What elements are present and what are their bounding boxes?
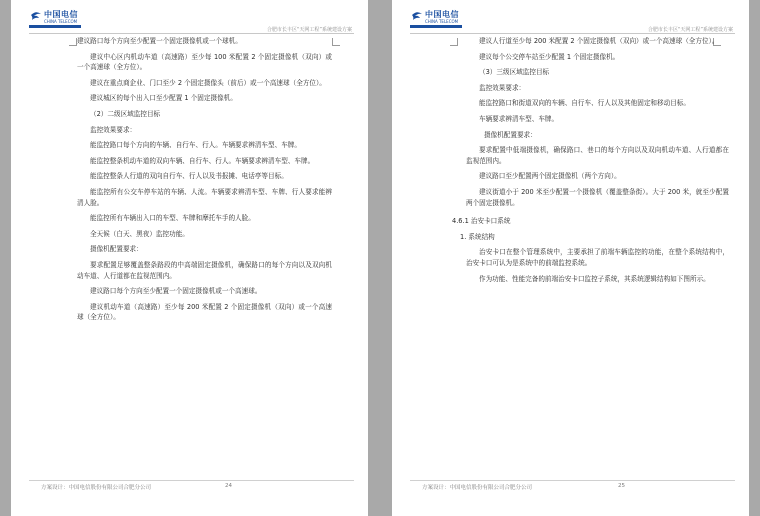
paragraph: 建议人行道至少每 200 米配置 2 个固定摄像机（双向）或一个高速球（全方位）。 [479, 37, 719, 45]
margin-corner-mark [332, 38, 340, 46]
paragraph: 建议路口每个方向至少配置一个固定摄像机或一个高速球。 [90, 287, 262, 296]
paragraph: 全天候（白天、黑夜）监控功能。 [90, 229, 189, 238]
paragraph: 能监控所有车辆出入口的车型、车牌和摩托车手的人脸。 [90, 214, 255, 223]
paragraph: 监控效果要求： [479, 83, 526, 92]
page-body [77, 36, 332, 328]
footer-divider [29, 480, 354, 481]
section-heading: 4.6.1 治安卡口系统 [452, 217, 511, 226]
page-number: 25 [618, 483, 625, 489]
paragraph: 能监控整条人行道的双向自行车、行人以及书报摊、电话亭等目标。 [90, 172, 288, 181]
paragraph: 能监控整条机动车道的双向车辆、自行车、行人。车辆要求辨清车型、车牌。 [90, 156, 315, 165]
header-doc-title: 合肥市长丰区“天网工程”系统建设方案 [647, 27, 733, 33]
paragraph: 摄像机配置要求： [484, 130, 537, 139]
paragraph: 建议中心区内机动车道（高速路）至少每 100 米配置 2 个固定摄像机（双向）或一个高速球（全方位）。 [77, 52, 332, 72]
paragraph: 能监控所有公交车停车站的车辆、人流。车辆要求辨清车型、车牌、行人要求能辨清人脸。 [77, 187, 332, 207]
section-heading: （2）二级区域监控目标 [90, 109, 161, 118]
header-divider [410, 33, 735, 34]
paragraph: 建议机动车道（高速路）至少每 200 米配置 2 个固定摄像机（双向）或一个高速球（全方位）。 [77, 302, 332, 322]
telecom-swirl-icon [29, 9, 43, 23]
document-page-24 [11, 0, 368, 516]
paragraph: 作为功能、性能完备的前端治安卡口监控子系统，其系统逻辑结构如下图所示。 [479, 274, 710, 283]
subsection-heading: 1. 系统结构 [460, 232, 495, 241]
logo-cn-text: 中国电信 [44, 10, 78, 19]
paragraph: 要求配置足够覆盖整条路段的中高端固定摄像机，确保路口的每个方向以及双向机动车道、人行道都在监视范围内。 [77, 260, 332, 280]
paragraph: 建议路口每个方向至少配置一个固定摄像机或一个球机。 [77, 37, 242, 45]
paragraph: 建议街道小于 200 米至少配置一个摄像机（覆盖整条街）。大于 200 米，就至少配置两个固定摄像机。 [466, 187, 729, 207]
document-page-25 [392, 0, 749, 516]
page-number: 24 [225, 483, 232, 489]
header-divider [29, 33, 354, 34]
logo-en-text: CHINA TELECOM [44, 19, 78, 24]
header-doc-title: 合肥市长丰区“天网工程”系统建设方案 [266, 27, 352, 33]
paragraph: 治安卡口在整个管理系统中，主要承担了前端车辆监控的功能，在整个系统结构中，治安卡口可认为是系统中的前端监控系统。 [466, 248, 729, 267]
footer-divider [410, 480, 735, 481]
paragraph: 能监控路口每个方向的车辆、自行车、行人。车辆要求辨清车型、车牌。 [90, 141, 301, 150]
telecom-swirl-icon [410, 9, 424, 23]
paragraph: 监控效果要求： [90, 125, 137, 134]
china-telecom-logo [410, 9, 466, 31]
logo-en-text: CHINA TELECOM [425, 19, 459, 24]
paragraph: 要求配置中低端摄像机，确保路口、巷口的每个方向以及双向机动车道、人行道都在监视范围内。 [466, 146, 729, 165]
china-telecom-logo [29, 9, 85, 31]
footer-company: 方案设计：中国电信股份有限公司合肥分公司 [422, 485, 533, 491]
page-body [452, 36, 729, 289]
footer-company: 方案设计：中国电信股份有限公司合肥分公司 [41, 485, 152, 491]
margin-corner-mark [450, 38, 458, 46]
section-heading: （3）三级区域监控目标 [479, 68, 550, 77]
paragraph: 建议城区的每个出入口至少配置 1 个固定摄像机。 [90, 94, 237, 103]
logo-bar [410, 25, 462, 28]
margin-corner-mark [69, 38, 77, 46]
paragraph: 建议在重点商企业、门口至少 2 个固定摄像头（前后）或一个高速球（全方位）。 [90, 78, 326, 87]
paragraph: 能监控路口和街道双向的车辆、自行车、行人以及其他固定和移动目标。 [479, 99, 690, 108]
logo-cn-text: 中国电信 [425, 10, 459, 19]
paragraph: 车辆要求辨清车型、车牌。 [479, 114, 559, 123]
paragraph: 建议每个公交停车站至少配置 1 个固定摄像机。 [479, 52, 620, 61]
paragraph: 摄像机配置要求： [90, 245, 143, 254]
paragraph: 建议路口至少配置两个固定摄像机（两个方向）。 [479, 172, 621, 181]
logo-bar [29, 25, 81, 28]
